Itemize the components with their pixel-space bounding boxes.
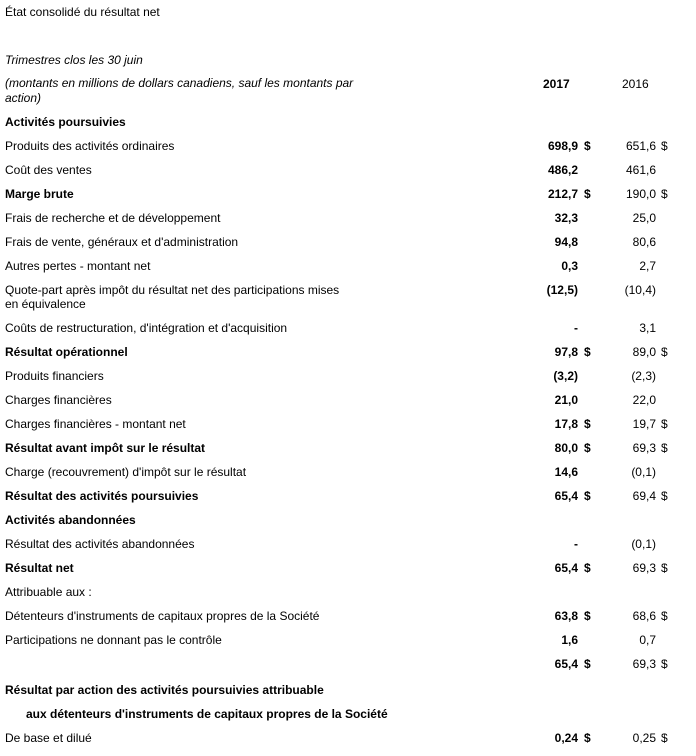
row-label: Participations ne donnant pas le contrôle [5, 633, 222, 647]
row-label: Marge brute [5, 187, 74, 201]
table-row [0, 321, 696, 339]
value-2017: 80,0 [554, 441, 578, 455]
currency-2016: $ [661, 731, 668, 745]
row-label: Quote-part après impôt du résultat net des participations mises en équivalence [5, 283, 340, 311]
currency-2017: $ [584, 657, 591, 671]
value-2016: 2,7 [639, 259, 656, 273]
value-2016: 89,0 [632, 345, 656, 359]
value-2017: 0,24 [554, 731, 578, 745]
table-row [0, 345, 696, 363]
value-2017: 0,3 [561, 259, 578, 273]
value-2017: 17,8 [554, 417, 578, 431]
row-label: Activités abandonnées [5, 513, 136, 527]
table-row [0, 731, 696, 749]
table-row [0, 187, 696, 205]
row-label: Attribuable aux : [5, 585, 92, 599]
table-row [0, 259, 696, 277]
table-row [0, 707, 696, 725]
row-label: De base et dilué [5, 731, 92, 745]
row-label: Coûts de restructuration, d'intégration et d'acquisition [5, 321, 288, 335]
currency-2017: $ [584, 187, 591, 201]
value-2016: 69,3 [632, 561, 656, 575]
table-row [0, 513, 696, 531]
value-2016: 69,3 [632, 441, 656, 455]
value-2016: 22,0 [632, 393, 656, 407]
page-title: État consolidé du résultat net [5, 5, 160, 19]
table-row [0, 537, 696, 555]
value-2017: 14,6 [554, 465, 578, 479]
table-row [0, 163, 696, 181]
value-2017: 212,7 [547, 187, 578, 201]
currency-2016: $ [661, 441, 668, 455]
currency-2016: $ [661, 345, 668, 359]
table-row [0, 683, 696, 701]
table-row [0, 211, 696, 229]
currency-2016: $ [661, 187, 668, 201]
value-2017: 486,2 [547, 163, 578, 177]
value-2016: (10,4) [624, 283, 656, 297]
table-row [0, 585, 696, 603]
value-2017: 1,6 [561, 633, 578, 647]
currency-2016: $ [661, 561, 668, 575]
currency-2017: $ [584, 561, 591, 575]
row-label: aux détenteurs d'instruments de capitaux propres de la Société [26, 707, 388, 721]
currency-2016: $ [661, 489, 668, 503]
row-label: Résultat opérationnel [5, 345, 128, 359]
value-2016: 69,3 [632, 657, 656, 671]
table-row [0, 657, 696, 675]
row-label: Autres pertes - montant net [5, 259, 151, 273]
value-2017: (3,2) [553, 369, 578, 383]
currency-2016: $ [661, 139, 668, 153]
table-row [0, 489, 696, 507]
row-label: Activités poursuivies [5, 115, 126, 129]
row-label: Résultat des activités poursuivies [5, 489, 199, 503]
row-label: Frais de recherche et de développement [5, 211, 221, 225]
row-label: Détenteurs d'instruments de capitaux propres de la Société [5, 609, 320, 623]
currency-2017: $ [584, 489, 591, 503]
value-2017: (12,5) [546, 283, 578, 297]
currency-2017: $ [584, 731, 591, 745]
row-label: Charges financières [5, 393, 112, 407]
value-2016: (0,1) [631, 465, 656, 479]
currency-2016: $ [661, 657, 668, 671]
row-label: Coût des ventes [5, 163, 92, 177]
table-row [0, 465, 696, 483]
value-2017: 65,4 [554, 657, 578, 671]
value-2017: 97,8 [554, 345, 578, 359]
value-2016: (0,1) [631, 537, 656, 551]
value-2016: 3,1 [639, 321, 656, 335]
value-2017: 21,0 [554, 393, 578, 407]
value-2017: 65,4 [554, 489, 578, 503]
currency-2017: $ [584, 139, 591, 153]
currency-2017: $ [584, 417, 591, 431]
row-label: Produits financiers [5, 369, 104, 383]
table-row [0, 609, 696, 627]
value-2017: 65,4 [554, 561, 578, 575]
value-2017: 94,8 [554, 235, 578, 249]
value-2016: 69,4 [632, 489, 656, 503]
table-row [0, 283, 696, 311]
table-row [0, 561, 696, 579]
column-header-2017: 2017 [543, 77, 570, 91]
value-2017: 698,9 [547, 139, 578, 153]
currency-2016: $ [661, 609, 668, 623]
value-2016: 0,25 [632, 731, 656, 745]
row-label: Résultat des activités abandonnées [5, 537, 195, 551]
table-row [0, 369, 696, 387]
value-2016: 461,6 [625, 163, 656, 177]
value-2016: (2,3) [631, 369, 656, 383]
table-row [0, 393, 696, 411]
units-note: (montants en millions de dollars canadiens, sauf les montants par action) [5, 76, 354, 105]
currency-2016: $ [661, 417, 668, 431]
row-label: Frais de vente, généraux et d'administration [5, 235, 239, 249]
currency-2017: $ [584, 345, 591, 359]
table-row [0, 417, 696, 435]
value-2016: 0,7 [639, 633, 656, 647]
value-2016: 25,0 [632, 211, 656, 225]
row-label: Charges financières - montant net [5, 417, 186, 431]
row-label: Résultat avant impôt sur le résultat [5, 441, 206, 455]
table-row [0, 139, 696, 157]
period-label: Trimestres clos les 30 juin [5, 53, 143, 67]
value-2016: 19,7 [632, 417, 656, 431]
table-row [0, 441, 696, 459]
value-2016: 80,6 [632, 235, 656, 249]
value-2017: 63,8 [554, 609, 578, 623]
value-2016: 651,6 [625, 139, 656, 153]
value-2017: - [574, 537, 578, 551]
table-row [0, 633, 696, 651]
row-label: Résultat par action des activités poursuivies attribuable [5, 683, 324, 697]
row-label: Produits des activités ordinaires [5, 139, 175, 153]
value-2016: 190,0 [625, 187, 656, 201]
table-row [0, 235, 696, 253]
row-label: Résultat net [5, 561, 74, 575]
currency-2017: $ [584, 441, 591, 455]
column-header-2016: 2016 [622, 77, 649, 91]
currency-2017: $ [584, 609, 591, 623]
table-row [0, 115, 696, 133]
value-2017: - [574, 321, 578, 335]
row-label: Charge (recouvrement) d'impôt sur le résultat [5, 465, 247, 479]
value-2016: 68,6 [632, 609, 656, 623]
value-2017: 32,3 [554, 211, 578, 225]
